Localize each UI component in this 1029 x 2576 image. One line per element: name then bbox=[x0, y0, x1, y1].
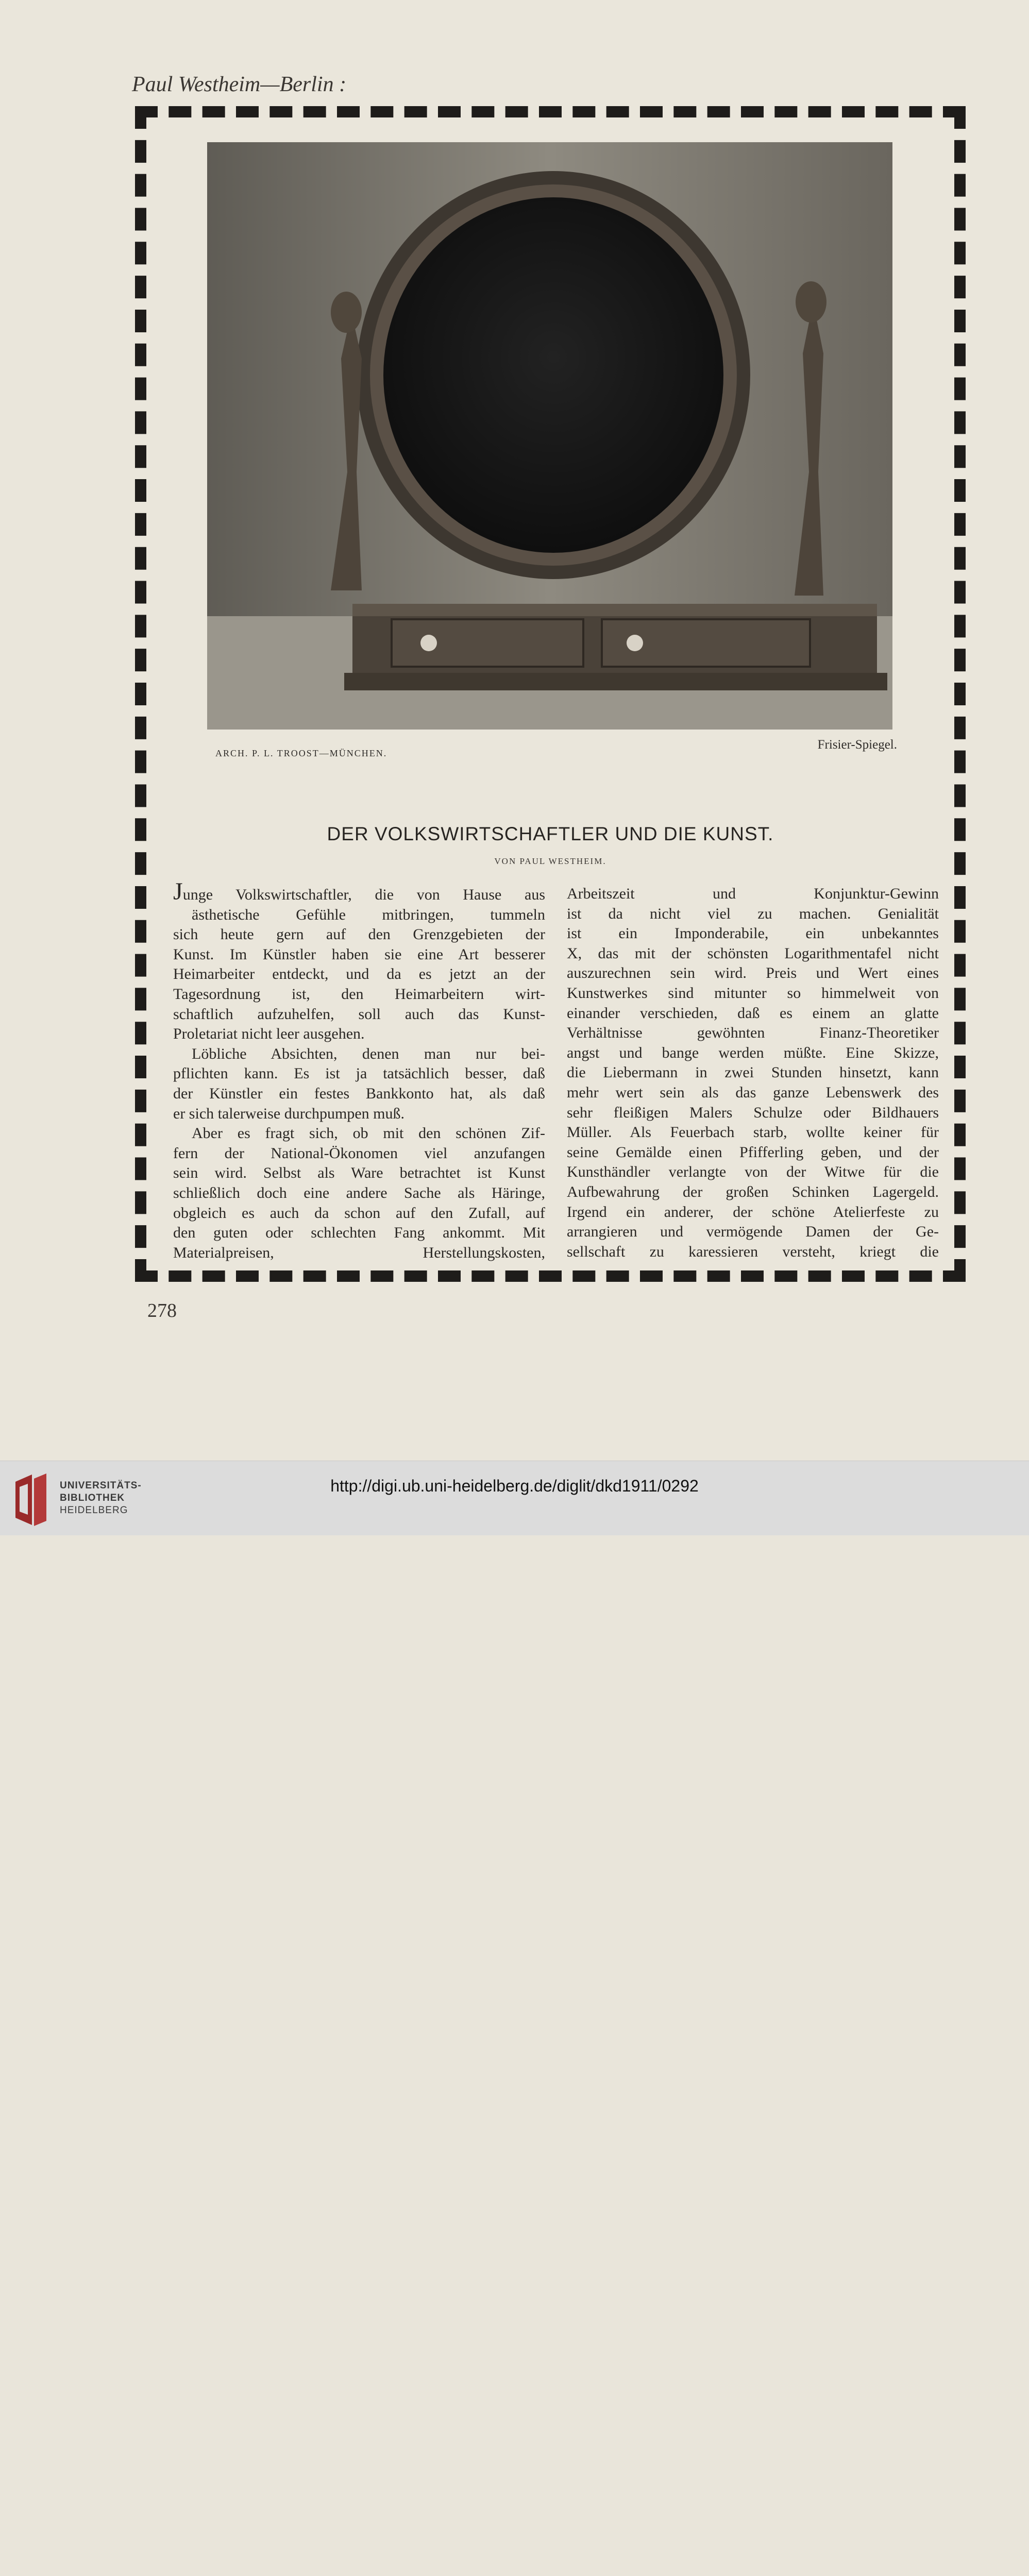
photo-dressing-mirror bbox=[207, 142, 892, 730]
text-line bbox=[567, 1043, 939, 1063]
text-line-content: schließlich doch eine andere Sache als Häringe, bbox=[173, 1184, 545, 1201]
text-line bbox=[567, 1242, 939, 1262]
text-line bbox=[567, 944, 939, 964]
text-line bbox=[567, 924, 939, 944]
text-line-content: Kunsthändler verlangte von der Witwe für die bbox=[567, 1163, 939, 1181]
text-line bbox=[567, 1182, 939, 1202]
text-line bbox=[173, 1144, 545, 1164]
text-line-content: seine Gemälde einen Pfifferling geben, und der bbox=[567, 1143, 939, 1161]
text-line bbox=[173, 878, 545, 905]
text-line-content: den guten oder schlechten Fang ankommt. Mit bbox=[173, 1224, 545, 1242]
text-line-content: ist ein Imponderabile, ein unbekanntes bbox=[567, 925, 939, 942]
text-line-content: auszurechnen sein wird. Preis und Wert eines bbox=[567, 964, 939, 982]
library-name-line1: UNIVERSITÄTS- bbox=[60, 1480, 142, 1491]
text-line bbox=[567, 1063, 939, 1083]
text-line bbox=[173, 964, 545, 985]
text-line bbox=[567, 1103, 939, 1123]
text-line-content: sein wird. Selbst als Ware betrachtet ist Kunst bbox=[173, 1164, 545, 1182]
text-line bbox=[567, 904, 939, 924]
text-column-left bbox=[173, 878, 545, 1263]
text-line-content: angst und bange werden müßte. Eine Skizze, bbox=[567, 1044, 939, 1061]
article-byline: VON PAUL WESTHEIM. bbox=[494, 856, 606, 866]
text-line-content: er sich talerweise durchpumpen muß. bbox=[173, 1105, 405, 1122]
text-line-content: Materialpreisen, Herstellungskosten, bbox=[173, 1244, 545, 1261]
text-line-content: Verhältnisse gewöhnten Finanz-Theoretiker bbox=[567, 1024, 939, 1042]
footer-bar bbox=[0, 1461, 1029, 1535]
text-line bbox=[173, 945, 545, 965]
text-line bbox=[173, 905, 545, 925]
text-line bbox=[567, 1162, 939, 1182]
article-title: DER VOLKSWIRTSCHAFTLER UND DIE KUNST. bbox=[327, 823, 774, 844]
text-line-content: sehr fleißigen Malers Schulze oder Bildhauers bbox=[567, 1104, 939, 1121]
text-line bbox=[567, 1083, 939, 1103]
text-line bbox=[173, 1024, 545, 1044]
text-line-content: Kunst. Im Künstler haben sie eine Art besserer bbox=[173, 945, 545, 963]
mirror-illustration bbox=[207, 142, 892, 730]
drop-cap: J bbox=[173, 878, 183, 905]
text-line-content: ästhetische Gefühle mitbringen, tummeln bbox=[192, 906, 545, 923]
text-line bbox=[173, 1005, 545, 1025]
text-line-content: obgleich es auch da schon auf den Zufall, auf bbox=[173, 1204, 545, 1222]
text-line bbox=[173, 1104, 545, 1124]
text-line-content: Aufbewahrung der großen Schinken Lagergeld. bbox=[567, 1183, 939, 1200]
text-line-content: arrangieren und vermögende Damen der Ge- bbox=[567, 1223, 939, 1241]
text-line-content: pflichten kann. Es ist ja tatsächlich besser, daß bbox=[173, 1065, 545, 1082]
source-url-link[interactable]: http://digi.ub.uni-heidelberg.de/diglit/dkd1911/0292 bbox=[330, 1477, 699, 1495]
text-line bbox=[173, 1243, 545, 1263]
photo-caption: Frisier-Spiegel. bbox=[817, 738, 897, 752]
library-name-line2: BIBLIOTHEK bbox=[60, 1493, 125, 1503]
text-line-content: ist da nicht viel zu machen. Genialität bbox=[567, 905, 939, 922]
text-line-content: Müller. Als Feuerbach starb, wollte keiner für bbox=[567, 1124, 939, 1141]
text-line bbox=[567, 1143, 939, 1163]
text-line-content: einander verschieden, daß es einem an glatte bbox=[567, 1004, 939, 1022]
running-head: Paul Westheim—Berlin : bbox=[132, 73, 347, 96]
text-line bbox=[567, 1222, 939, 1242]
text-line-content: unge Volkswirtschaftler, die von Hause aus bbox=[182, 886, 545, 903]
text-line bbox=[173, 1044, 545, 1064]
text-line-content: fern der National-Ökonomen viel anzufangen bbox=[173, 1144, 545, 1162]
text-column-right bbox=[567, 884, 939, 1262]
text-line-content: Tagesordnung ist, den Heimarbeitern wirt- bbox=[173, 985, 545, 1003]
text-line bbox=[567, 884, 939, 904]
text-line bbox=[567, 1123, 939, 1143]
text-line bbox=[173, 925, 545, 945]
text-line bbox=[173, 1204, 545, 1224]
text-line bbox=[173, 1064, 545, 1084]
text-line bbox=[173, 985, 545, 1005]
page-number: 278 bbox=[147, 1300, 177, 1321]
text-line-content: Irgend ein anderer, der schöne Atelierfeste zu bbox=[567, 1203, 939, 1221]
text-line-content: sellschaft zu karessieren versteht, kriegt die bbox=[567, 1243, 939, 1260]
text-line-content: schaftlich aufzuhelfen, soll auch das Kunst- bbox=[173, 1005, 545, 1023]
text-line-content: Heimarbeiter entdeckt, und da es jetzt an der bbox=[173, 965, 545, 983]
text-line-content: Löbliche Absichten, denen man nur bei- bbox=[192, 1045, 545, 1062]
text-line bbox=[173, 1084, 545, 1104]
text-line-content: Kunstwerkes sind mitunter so himmelweit von bbox=[567, 984, 939, 1002]
text-line bbox=[567, 1202, 939, 1223]
text-line bbox=[567, 1023, 939, 1043]
text-line bbox=[567, 963, 939, 984]
text-line-content: Proletariat nicht leer ausgehen. bbox=[173, 1025, 365, 1043]
text-line-content: die Liebermann in zwei Stunden hinsetzt, kann bbox=[567, 1064, 939, 1081]
text-line bbox=[173, 1124, 545, 1144]
photo-credit: ARCH. P. L. TROOST—MÜNCHEN. bbox=[215, 748, 387, 758]
text-line-content: sich heute gern auf den Grenzgebieten der bbox=[173, 926, 545, 943]
text-line-content: der Künstler ein festes Bankkonto hat, als daß bbox=[173, 1084, 545, 1102]
text-line-content: Aber es fragt sich, ob mit den schönen Zif- bbox=[192, 1125, 545, 1142]
text-line-content: Arbeitszeit und Konjunktur-Gewinn bbox=[567, 885, 939, 902]
text-line bbox=[173, 1163, 545, 1183]
text-line bbox=[173, 1183, 545, 1204]
text-line bbox=[173, 1223, 545, 1243]
text-line-content: mehr wert sein als das ganze Lebenswerk des bbox=[567, 1083, 939, 1101]
text-line bbox=[567, 1004, 939, 1024]
text-line-content: X, das mit der schönsten Logarithmentafel nicht bbox=[567, 944, 939, 962]
library-name-line3: HEIDELBERG bbox=[60, 1505, 128, 1516]
text-line bbox=[567, 984, 939, 1004]
